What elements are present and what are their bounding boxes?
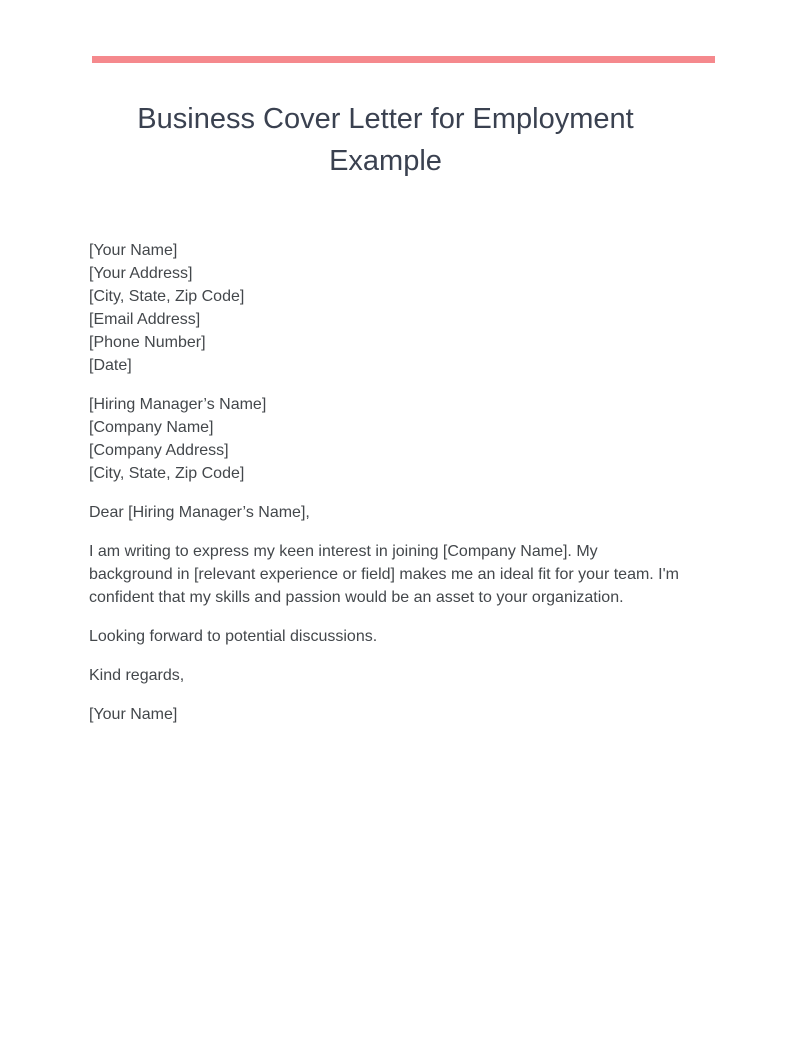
closing-line: Looking forward to potential discussions. (89, 628, 378, 645)
date-line: [Date] (89, 357, 132, 374)
document-title: Business Cover Letter for Employment Example (137, 103, 634, 177)
sender-name-line: [Your Name] (89, 242, 178, 259)
sender-city-state-zip-line: [City, State, Zip Code] (89, 288, 245, 305)
sender-address-line: [Your Address] (89, 265, 193, 282)
body-paragraph: I am writing to express my keen interest in joining [Company Name]. My background in [relevant experience or field] makes me an ideal fit for your team. I'm confident that my skills and passion would be an asset to your organization. (89, 543, 680, 606)
sign-off: Kind regards, (89, 667, 185, 684)
recipient-name-line: [Hiring Manager’s Name] (89, 396, 267, 413)
signature-name: [Your Name] (89, 706, 178, 723)
recipient-company-line: [Company Name] (89, 419, 214, 436)
letter-body (89, 239, 682, 726)
sender-info-block (89, 239, 682, 377)
recipient-company-address-line: [Company Address] (89, 442, 229, 459)
accent-bar (92, 56, 715, 63)
sender-phone-line: [Phone Number] (89, 334, 206, 351)
recipient-info-block (89, 393, 682, 485)
recipient-city-state-zip-line: [City, State, Zip Code] (89, 465, 245, 482)
salutation: Dear [Hiring Manager’s Name], (89, 504, 310, 521)
sender-email-line: [Email Address] (89, 311, 201, 328)
